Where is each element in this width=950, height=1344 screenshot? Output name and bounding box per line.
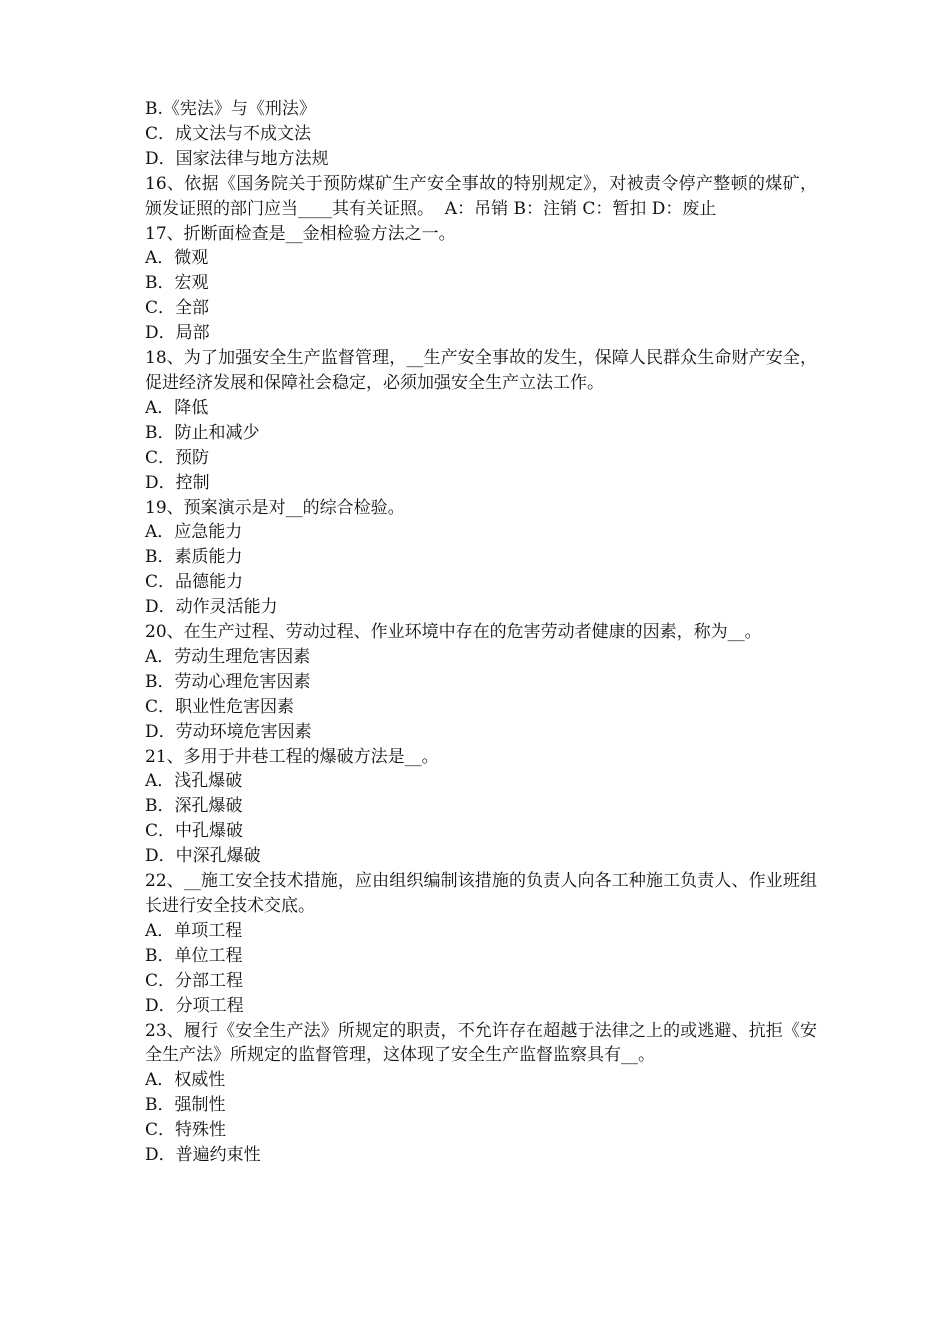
text-line: 16、依据《国务院关于预防煤矿生产安全事故的特别规定》，对被责令停产整顿的煤矿，颁发证照的部门应当____其有关证照。 A：吊销 B：注销 C：暂扣 D：废止 xyxy=(145,173,817,219)
text-line: C．品德能力 xyxy=(145,572,244,593)
text-line: D．国家法律与地方法规 xyxy=(145,148,329,169)
text-line: C．成文法与不成文法 xyxy=(145,123,312,144)
text-line: C．职业性危害因素 xyxy=(145,696,295,717)
text-line: D．劳动环境危害因素 xyxy=(145,721,312,742)
text-line: D．分项工程 xyxy=(145,995,244,1016)
text-line: A．劳动生理危害因素 xyxy=(145,646,311,667)
text-line: 18、为了加强安全生产监督管理，__生产安全事故的发生，保障人民群众生命财产安全，促进经济发展和保障社会稳定，必须加强安全生产立法工作。 xyxy=(145,348,817,393)
text-line: B.《宪法》与《刑法》 xyxy=(145,99,316,119)
text-line: A．应急能力 xyxy=(145,522,243,543)
text-line: B．防止和减少 xyxy=(145,422,260,443)
text-line: B．强制性 xyxy=(145,1095,226,1116)
text-line: 22、__施工安全技术措施，应由组织编制该措施的负责人向各工种施工负责人、作业班组长进行安全技术交底。 xyxy=(145,871,817,916)
text-line: 19、预案演示是对__的综合检验。 xyxy=(145,497,405,518)
text-line: A．单项工程 xyxy=(145,920,243,941)
text-line: C．中孔爆破 xyxy=(145,821,244,842)
text-line: C．特殊性 xyxy=(145,1120,227,1141)
text-line: D．控制 xyxy=(145,472,210,493)
text-line: D．局部 xyxy=(145,323,210,344)
text-line: C．分部工程 xyxy=(145,970,244,991)
text-line: B．单位工程 xyxy=(145,945,243,966)
text-line: B．宏观 xyxy=(145,273,209,294)
text-line: C．全部 xyxy=(145,298,210,319)
text-line: C．预防 xyxy=(145,447,210,468)
document-body xyxy=(145,97,817,1168)
text-line: 17、折断面检查是__金相检验方法之一。 xyxy=(145,223,456,244)
text-line: B．深孔爆破 xyxy=(145,796,243,817)
text-line: 21、多用于井巷工程的爆破方法是__。 xyxy=(145,746,439,767)
text-line: 20、在生产过程、劳动过程、作业环境中存在的危害劳动者健康的因素，称为__。 xyxy=(145,622,762,643)
text-line: A．降低 xyxy=(145,397,209,418)
text-line: B．劳动心理危害因素 xyxy=(145,671,311,692)
text-line: A．浅孔爆破 xyxy=(145,771,243,792)
text-line: A．权威性 xyxy=(145,1070,226,1091)
text-line: D．动作灵活能力 xyxy=(145,597,278,618)
text-line: A．微观 xyxy=(145,248,209,269)
text-line: D．普遍约束性 xyxy=(145,1145,261,1166)
text-line: B．素质能力 xyxy=(145,547,243,568)
text-line: D．中深孔爆破 xyxy=(145,846,261,867)
text-line: 23、履行《安全生产法》所规定的职责，不允许存在超越于法律之上的或逃避、抗拒《安全生产法》所规定的监督管理，这体现了安全生产监督监察具有__。 xyxy=(145,1020,817,1066)
